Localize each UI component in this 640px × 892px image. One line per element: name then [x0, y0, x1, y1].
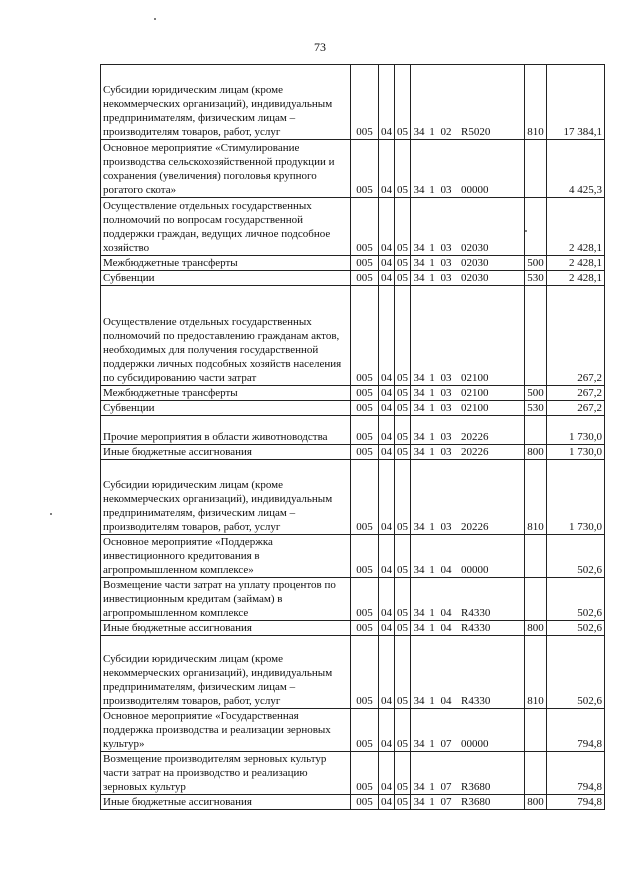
- subsection-code-cell: 05: [395, 401, 411, 416]
- program-code: 34: [413, 431, 425, 443]
- item-name-cell: Иные бюджетные ассигнования: [101, 795, 351, 810]
- event-code: 02: [440, 126, 452, 138]
- item-name-cell: Иные бюджетные ассигнования: [101, 621, 351, 636]
- amount-cell: 502,6: [547, 636, 605, 709]
- item-name-cell: Субвенции: [101, 271, 351, 286]
- section-code-cell: 04: [379, 636, 395, 709]
- subprogram-code: 1: [429, 184, 435, 196]
- program-code: 34: [413, 184, 425, 196]
- section-code-cell: 04: [379, 386, 395, 401]
- ministry-code-cell: 005: [351, 445, 379, 460]
- amount-cell: 502,6: [547, 621, 605, 636]
- direction-code: 02030: [461, 272, 489, 284]
- program-code: 34: [413, 372, 425, 384]
- item-name-cell: Осуществление отдельных государственных полномочий по предоставлению гражданам актов, необходимых для получения государственной поддержки личных подсобных хозяйств населения по субсидированию части затрат: [101, 286, 351, 386]
- event-code: 03: [440, 446, 452, 458]
- amount-cell: 2 428,1: [547, 198, 605, 256]
- subsection-code-cell: 05: [395, 445, 411, 460]
- program-code: 34: [413, 446, 425, 458]
- expense-type-cell: 800: [525, 621, 547, 636]
- target-article-cell: [411, 416, 525, 445]
- section-code-cell: 04: [379, 795, 395, 810]
- section-code-cell: 04: [379, 535, 395, 578]
- ministry-code-cell: 005: [351, 795, 379, 810]
- expense-type-cell: 500: [525, 386, 547, 401]
- subsection-code-cell: 05: [395, 65, 411, 140]
- item-name-cell: Субсидии юридическим лицам (кроме некоммерческих организаций), индивидуальным предпринимателям, физическим лицам – производителям товаров, работ, услуг: [101, 636, 351, 709]
- amount-cell: 1 730,0: [547, 445, 605, 460]
- program-code: 34: [413, 521, 425, 533]
- event-code: 03: [440, 372, 452, 384]
- item-name-cell: Межбюджетные трансферты: [101, 386, 351, 401]
- amount-cell: 1 730,0: [547, 416, 605, 445]
- ministry-code-cell: 005: [351, 636, 379, 709]
- subprogram-code: 1: [429, 695, 435, 707]
- expense-type-cell: 810: [525, 636, 547, 709]
- ministry-code-cell: 005: [351, 198, 379, 256]
- direction-code: 02100: [461, 402, 489, 414]
- expense-type-cell: [525, 416, 547, 445]
- section-code-cell: 04: [379, 460, 395, 535]
- amount-cell: 267,2: [547, 386, 605, 401]
- event-code: 04: [440, 695, 452, 707]
- event-code: 03: [440, 387, 452, 399]
- table-row: [101, 578, 605, 621]
- subsection-code-cell: 05: [395, 271, 411, 286]
- subprogram-code: 1: [429, 564, 435, 576]
- expense-type-cell: 500: [525, 256, 547, 271]
- section-code-cell: 04: [379, 752, 395, 795]
- program-code: 34: [413, 695, 425, 707]
- direction-code: 00000: [461, 564, 489, 576]
- subsection-code-cell: 05: [395, 256, 411, 271]
- direction-code: R4330: [461, 695, 491, 707]
- ministry-code-cell: 005: [351, 256, 379, 271]
- table-row: [101, 65, 605, 140]
- page-number: 73: [314, 40, 326, 54]
- section-code-cell: 04: [379, 65, 395, 140]
- program-code: 34: [413, 781, 425, 793]
- amount-cell: 794,8: [547, 795, 605, 810]
- target-article-cell: [411, 286, 525, 386]
- subsection-code-cell: 05: [395, 140, 411, 198]
- target-article-cell: [411, 198, 525, 256]
- event-code: 04: [440, 622, 452, 634]
- section-code-cell: 04: [379, 256, 395, 271]
- table-row: [101, 401, 605, 416]
- item-name-cell: Основное мероприятие «Государственная поддержка производства и реализации зерновых культур»: [101, 709, 351, 752]
- section-code-cell: 04: [379, 416, 395, 445]
- table-row: [101, 271, 605, 286]
- target-article-cell: [411, 445, 525, 460]
- expense-type-cell: 800: [525, 795, 547, 810]
- table-row: [101, 386, 605, 401]
- target-article-cell: [411, 709, 525, 752]
- event-code: 07: [440, 738, 452, 750]
- section-code-cell: 04: [379, 286, 395, 386]
- ministry-code-cell: 005: [351, 535, 379, 578]
- expense-type-cell: 810: [525, 460, 547, 535]
- section-code-cell: 04: [379, 578, 395, 621]
- subprogram-code: 1: [429, 607, 435, 619]
- item-name-cell: Иные бюджетные ассигнования: [101, 445, 351, 460]
- scan-speck: [50, 513, 52, 515]
- event-code: 07: [440, 781, 452, 793]
- target-article-cell: [411, 460, 525, 535]
- table-row: [101, 709, 605, 752]
- table-row: [101, 460, 605, 535]
- expense-type-cell: 530: [525, 401, 547, 416]
- expense-type-cell: [525, 140, 547, 198]
- scan-speck: [154, 18, 156, 20]
- subprogram-code: 1: [429, 738, 435, 750]
- table-row: [101, 286, 605, 386]
- ministry-code-cell: 005: [351, 709, 379, 752]
- program-code: 34: [413, 607, 425, 619]
- direction-code: 02100: [461, 372, 489, 384]
- direction-code: 00000: [461, 184, 489, 196]
- amount-cell: 267,2: [547, 401, 605, 416]
- expense-type-cell: [525, 535, 547, 578]
- ministry-code-cell: 005: [351, 460, 379, 535]
- section-code-cell: 04: [379, 709, 395, 752]
- program-code: 34: [413, 622, 425, 634]
- ministry-code-cell: 005: [351, 271, 379, 286]
- direction-code: R3680: [461, 796, 491, 808]
- amount-cell: 502,6: [547, 578, 605, 621]
- program-code: 34: [413, 126, 425, 138]
- item-name-cell: Субвенции: [101, 401, 351, 416]
- amount-cell: 1 730,0: [547, 460, 605, 535]
- program-code: 34: [413, 564, 425, 576]
- ministry-code-cell: 005: [351, 752, 379, 795]
- section-code-cell: 04: [379, 271, 395, 286]
- event-code: 03: [440, 184, 452, 196]
- subsection-code-cell: 05: [395, 416, 411, 445]
- amount-cell: 17 384,1: [547, 65, 605, 140]
- item-name-cell: Возмещение части затрат на уплату процентов по инвестиционным кредитам (займам) в агропромышленном комплексе: [101, 578, 351, 621]
- expense-type-cell: [525, 578, 547, 621]
- item-name-cell: Межбюджетные трансферты: [101, 256, 351, 271]
- section-code-cell: 04: [379, 401, 395, 416]
- subsection-code-cell: 05: [395, 752, 411, 795]
- target-article-cell: [411, 65, 525, 140]
- subsection-code-cell: 05: [395, 286, 411, 386]
- target-article-cell: [411, 256, 525, 271]
- program-code: 34: [413, 796, 425, 808]
- expense-type-cell: 810: [525, 65, 547, 140]
- subsection-code-cell: 05: [395, 198, 411, 256]
- subprogram-code: 1: [429, 431, 435, 443]
- table-row: [101, 535, 605, 578]
- amount-cell: 794,8: [547, 752, 605, 795]
- direction-code: 02100: [461, 387, 489, 399]
- target-article-cell: [411, 386, 525, 401]
- item-name-cell: Прочие мероприятия в области животноводства: [101, 416, 351, 445]
- subsection-code-cell: 05: [395, 535, 411, 578]
- program-code: 34: [413, 738, 425, 750]
- amount-cell: 2 428,1: [547, 256, 605, 271]
- direction-code: 20226: [461, 446, 489, 458]
- table-row: [101, 445, 605, 460]
- subsection-code-cell: 05: [395, 795, 411, 810]
- table-row: [101, 752, 605, 795]
- expense-type-cell: [525, 286, 547, 386]
- ministry-code-cell: 005: [351, 621, 379, 636]
- expense-type-cell: [525, 752, 547, 795]
- section-code-cell: 04: [379, 445, 395, 460]
- program-code: 34: [413, 257, 425, 269]
- subprogram-code: 1: [429, 126, 435, 138]
- item-name-cell: Субсидии юридическим лицам (кроме некоммерческих организаций), индивидуальным предпринимателям, физическим лицам – производителям товаров, работ, услуг: [101, 460, 351, 535]
- event-code: 04: [440, 564, 452, 576]
- table-row: [101, 795, 605, 810]
- item-name-cell: Основное мероприятие «Поддержка инвестиционного кредитования в агропромышленном комплексе»: [101, 535, 351, 578]
- subprogram-code: 1: [429, 781, 435, 793]
- program-code: 34: [413, 242, 425, 254]
- amount-cell: 2 428,1: [547, 271, 605, 286]
- target-article-cell: [411, 578, 525, 621]
- table-row: [101, 416, 605, 445]
- section-code-cell: 04: [379, 198, 395, 256]
- section-code-cell: 04: [379, 621, 395, 636]
- program-code: 34: [413, 402, 425, 414]
- subsection-code-cell: 05: [395, 460, 411, 535]
- ministry-code-cell: 005: [351, 401, 379, 416]
- target-article-cell: [411, 401, 525, 416]
- subprogram-code: 1: [429, 796, 435, 808]
- target-article-cell: [411, 140, 525, 198]
- item-name-cell: Субсидии юридическим лицам (кроме некоммерческих организаций), индивидуальным предпринимателям, физическим лицам – производителям товаров, работ, услуг: [101, 65, 351, 140]
- ministry-code-cell: 005: [351, 386, 379, 401]
- direction-code: R3680: [461, 781, 491, 793]
- target-article-cell: [411, 752, 525, 795]
- program-code: 34: [413, 387, 425, 399]
- ministry-code-cell: 005: [351, 578, 379, 621]
- subsection-code-cell: 05: [395, 636, 411, 709]
- subprogram-code: 1: [429, 242, 435, 254]
- ministry-code-cell: 005: [351, 416, 379, 445]
- event-code: 03: [440, 272, 452, 284]
- amount-cell: 4 425,3: [547, 140, 605, 198]
- event-code: 03: [440, 242, 452, 254]
- item-name-cell: Основное мероприятие «Стимулирование производства сельскохозяйственной продукции и сохранения (увеличения) поголовья крупного рогатого скота»: [101, 140, 351, 198]
- expense-type-cell: [525, 198, 547, 256]
- event-code: 04: [440, 607, 452, 619]
- scan-speck: [525, 230, 527, 232]
- table-row: [101, 256, 605, 271]
- ministry-code-cell: 005: [351, 140, 379, 198]
- expense-type-cell: [525, 709, 547, 752]
- subprogram-code: 1: [429, 387, 435, 399]
- event-code: 07: [440, 796, 452, 808]
- program-code: 34: [413, 272, 425, 284]
- direction-code: R4330: [461, 607, 491, 619]
- target-article-cell: [411, 535, 525, 578]
- event-code: 03: [440, 431, 452, 443]
- item-name-cell: Возмещение производителям зерновых культур части затрат на производство и реализацию зерновых культур: [101, 752, 351, 795]
- table-row: [101, 140, 605, 198]
- amount-cell: 502,6: [547, 535, 605, 578]
- subsection-code-cell: 05: [395, 621, 411, 636]
- direction-code: 20226: [461, 521, 489, 533]
- ministry-code-cell: 005: [351, 65, 379, 140]
- target-article-cell: [411, 621, 525, 636]
- direction-code: 02030: [461, 242, 489, 254]
- subprogram-code: 1: [429, 272, 435, 284]
- event-code: 03: [440, 402, 452, 414]
- event-code: 03: [440, 521, 452, 533]
- item-name-cell: Осуществление отдельных государственных полномочий по вопросам государственной поддержки граждан, ведущих личное подсобное хозяйство: [101, 198, 351, 256]
- subprogram-code: 1: [429, 622, 435, 634]
- expense-type-cell: 530: [525, 271, 547, 286]
- direction-code: 20226: [461, 431, 489, 443]
- direction-code: 02030: [461, 257, 489, 269]
- amount-cell: 267,2: [547, 286, 605, 386]
- direction-code: R4330: [461, 622, 491, 634]
- event-code: 03: [440, 257, 452, 269]
- table-row: [101, 636, 605, 709]
- direction-code: R5020: [461, 126, 491, 138]
- subsection-code-cell: 05: [395, 386, 411, 401]
- table-row: [101, 621, 605, 636]
- section-code-cell: 04: [379, 140, 395, 198]
- table-body: [101, 65, 605, 810]
- target-article-cell: [411, 636, 525, 709]
- ministry-code-cell: 005: [351, 286, 379, 386]
- target-article-cell: [411, 795, 525, 810]
- table-row: [101, 198, 605, 256]
- budget-table: [100, 64, 605, 810]
- amount-cell: 794,8: [547, 709, 605, 752]
- subprogram-code: 1: [429, 257, 435, 269]
- subprogram-code: 1: [429, 446, 435, 458]
- target-article-cell: [411, 271, 525, 286]
- expense-type-cell: 800: [525, 445, 547, 460]
- subprogram-code: 1: [429, 521, 435, 533]
- direction-code: 00000: [461, 738, 489, 750]
- subprogram-code: 1: [429, 402, 435, 414]
- subsection-code-cell: 05: [395, 578, 411, 621]
- subprogram-code: 1: [429, 372, 435, 384]
- subsection-code-cell: 05: [395, 709, 411, 752]
